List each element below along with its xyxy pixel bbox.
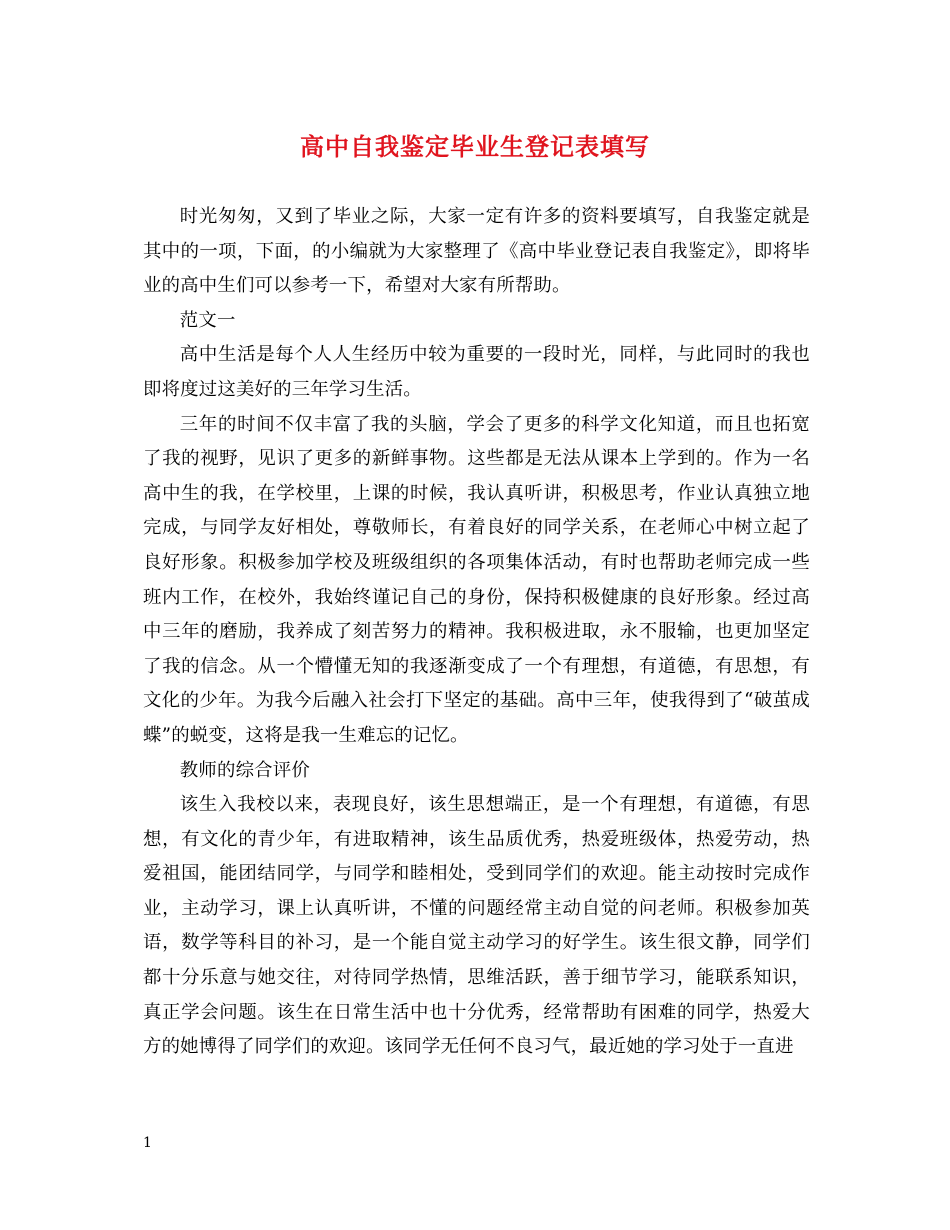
body-paragraph: 三年的时间不仅丰富了我的头脑，学会了更多的科学文化知道，而且也拓宽了我的视野，见识了更多的新鲜事物。这些都是无法从课本上学到的。作为一名高中生的我，在学校里，上课的时候，我认真听讲，积极思考，作业认真独立地完成，与同学友好相处，尊敬师长，有着良好的同学关系，在老师心中树立起了良好形象。积极参加学校及班级组织的各项集体活动，有时也帮助老师完成一些班内工作，在校外，我始终谨记自己的身份，保持积极健康的良好形象。经过高中三年的磨励，我养成了刻苦努力的精神。我积极进取，永不服输，也更加坚定了我的信念。从一个懵懂无知的我逐渐变成了一个有理想，有道德，有思想，有文化的少年。为我今后融入社会打下坚定的基础。高中三年，使我得到了“破茧成蝶”的蜕变，这将是我一生难忘的记忆。 [143, 413, 810, 746]
body-paragraph: 该生入我校以来，表现良好，该生思想端正，是一个有理想，有道德，有思想，有文化的青少年，有进取精神，该生品质优秀，热爱班级体，热爱劳动，热爱祖国，能团结同学，与同学和睦相处，受到同学们的欢迎。能主动按时完成作业，主动学习，课上认真听讲，不懂的问题经常主动自觉的问老师。积极参加英语，数学等科目的补习，是一个能自觉主动学习的好学生。该生很文静，同学们都十分乐意与她交往，对待同学热情，思维活跃，善于细节学习，能联系知识，真正学会问题。该生在日常生活中也十分优秀，经常帮助有困难的同学，热爱大方的她博得了同学们的欢迎。该同学无任何不良习气，最近她的学习处于一直进 [143, 794, 810, 1058]
body-paragraph: 高中生活是每个人人生经历中较为重要的一段时光，同样，与此同时的我也即将度过这美好的三年学习生活。 [143, 344, 810, 400]
section-heading-teacher-evaluation: 教师的综合评价 [179, 759, 310, 781]
page-number: 1 [143, 1135, 152, 1151]
intro-paragraph: 时光匆匆，又到了毕业之际，大家一定有许多的资料要填写，自我鉴定就是其中的一项，下面，的小编就为大家整理了《高中毕业登记表自我鉴定》，即将毕业的高中生们可以参考一下，希望对大家有所帮助。 [143, 206, 810, 297]
document-title: 高中自我鉴定毕业生登记表填写 [300, 133, 650, 161]
section-heading-sample-one: 范文一 [179, 309, 236, 331]
document-body [143, 200, 810, 1065]
